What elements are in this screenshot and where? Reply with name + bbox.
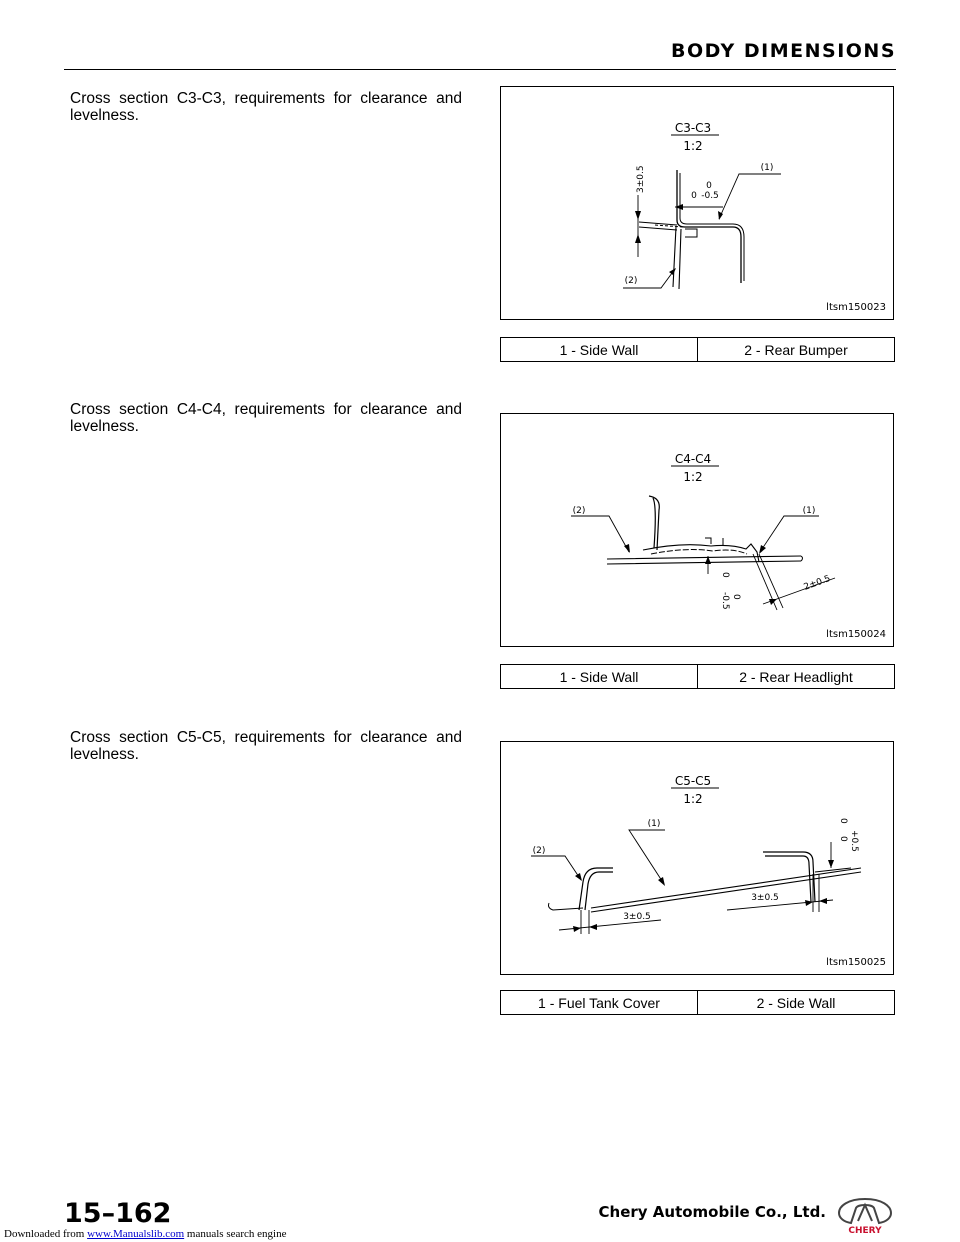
callout-1-leader [719,174,781,219]
arrowhead [805,900,813,906]
figure-c5-id: ltsm150025 [826,957,886,968]
figure-c5-callout-1: (1) [647,819,661,829]
headlight-lens [643,544,759,562]
figure-c4-id: ltsm150024 [826,629,886,640]
legend-c5 [500,990,895,1015]
figure-c4-tolerance-b-3: -0.5 [720,592,730,610]
arrowhead [675,204,683,210]
legend-c5-item-2: 2 - Side Wall [697,991,894,1014]
side-wall-panel [607,556,801,564]
figure-c4-section-label: C4-C4 [674,452,712,466]
figure-c5-tolerance-c-2: +0.5 [849,830,859,852]
figure-c3-callout-2: (2) [624,276,638,286]
arrowhead [769,599,777,605]
company-name: Chery Automobile Co., Ltd. [598,1203,826,1221]
figure-c3-tolerance-b-mid: 0 [691,191,697,201]
arrowhead [819,898,827,904]
logo-wordmark: CHERY [848,1226,882,1234]
figure-c4-callout-1: (1) [802,506,816,516]
figure-c4-tolerance-b-1: 0 [720,572,730,578]
section-c4-description: Cross section C4-C4, requirements for clearance and levelness. [70,401,462,435]
figure-c4 [500,413,894,647]
figure-c5-drawing [501,742,895,976]
legend-c3 [500,337,895,362]
mounting-detail [705,538,723,546]
figure-c5-tolerance-b: 3±0.5 [751,893,779,903]
download-notice [4,1228,286,1240]
figure-c3-section-label: C3-C3 [674,121,712,135]
figure-c3-drawing [501,87,895,321]
section-c5-description: Cross section C5-C5, requirements for clearance and levelness. [70,729,462,763]
callout-2-leader [531,856,581,880]
legend-c5-item-1: 1 - Fuel Tank Cover [538,994,660,1011]
headlight-inner [651,550,747,554]
figure-c5-tolerance-c-3: 0 [838,836,848,842]
panel-end [801,556,803,561]
figure-c5-tolerance-c-1: 0 [838,818,848,824]
figure-c4-tolerance-a: 2±0.5 [802,573,832,593]
arrowhead [635,211,641,220]
arrowhead [573,926,581,932]
arrowhead [669,268,676,275]
arrowhead [759,545,766,554]
figure-c5-tolerance-a: 3±0.5 [623,912,651,922]
dimension-line [727,900,833,910]
legend-c4-item-2: 2 - Rear Headlight [697,665,894,688]
figure-c3-tolerance-b-bot: -0.5 [701,191,719,201]
figure-c3-callout-1: (1) [760,163,774,173]
chery-logo [836,1196,894,1234]
page-number: 15–162 [64,1198,172,1229]
figure-c5-scale: 1:2 [683,792,703,806]
callout-1-leader [760,516,819,552]
figure-c3-scale: 1:2 [683,139,703,153]
figure-c5-callout-2: (2) [532,846,546,856]
download-suffix: manuals search engine [184,1228,287,1240]
arrowhead [589,924,597,930]
figure-c3-tolerance-a: 3±0.5 [636,165,646,193]
section-c3-description: Cross section C3-C3, requirements for clearance and levelness. [70,90,462,124]
fuel-tank-cover [591,868,861,912]
figure-c4-callout-2: (2) [572,506,586,516]
arrowhead [575,873,582,881]
figure-c3-tolerance-b-top: 0 [706,181,712,191]
arrowhead [658,877,665,886]
download-prefix: Downloaded from [4,1228,88,1240]
arrowhead [635,234,641,243]
arrowhead [828,860,834,868]
legend-c4 [500,664,895,689]
side-wall-left [549,903,584,910]
bumper-outline [673,227,681,289]
logo-mark-a [858,1205,872,1221]
figure-c4-tolerance-b-2: 0 [731,594,741,600]
figure-c4-drawing [501,414,895,648]
side-wall-left-flange [579,868,613,910]
callout-1-leader [629,830,665,884]
figure-c5-section-label: C5-C5 [674,774,712,788]
callout-2-leader [571,516,629,552]
legend-c3-item-1: 1 - Side Wall [559,341,639,358]
figure-c5 [500,741,894,975]
legend-c3-item-2: 2 - Rear Bumper [697,338,894,361]
figure-c3 [500,86,894,320]
headlight-housing [649,496,659,550]
page-header-title: BODY DIMENSIONS [670,40,896,62]
legend-c4-item-1: 1 - Side Wall [559,668,639,685]
bumper-clip [685,229,697,237]
figure-c3-id: ltsm150023 [826,302,886,313]
figure-c4-scale: 1:2 [683,470,703,484]
manualslib-link[interactable]: www.Manualslib.com [87,1228,185,1240]
header-rule [64,69,896,70]
